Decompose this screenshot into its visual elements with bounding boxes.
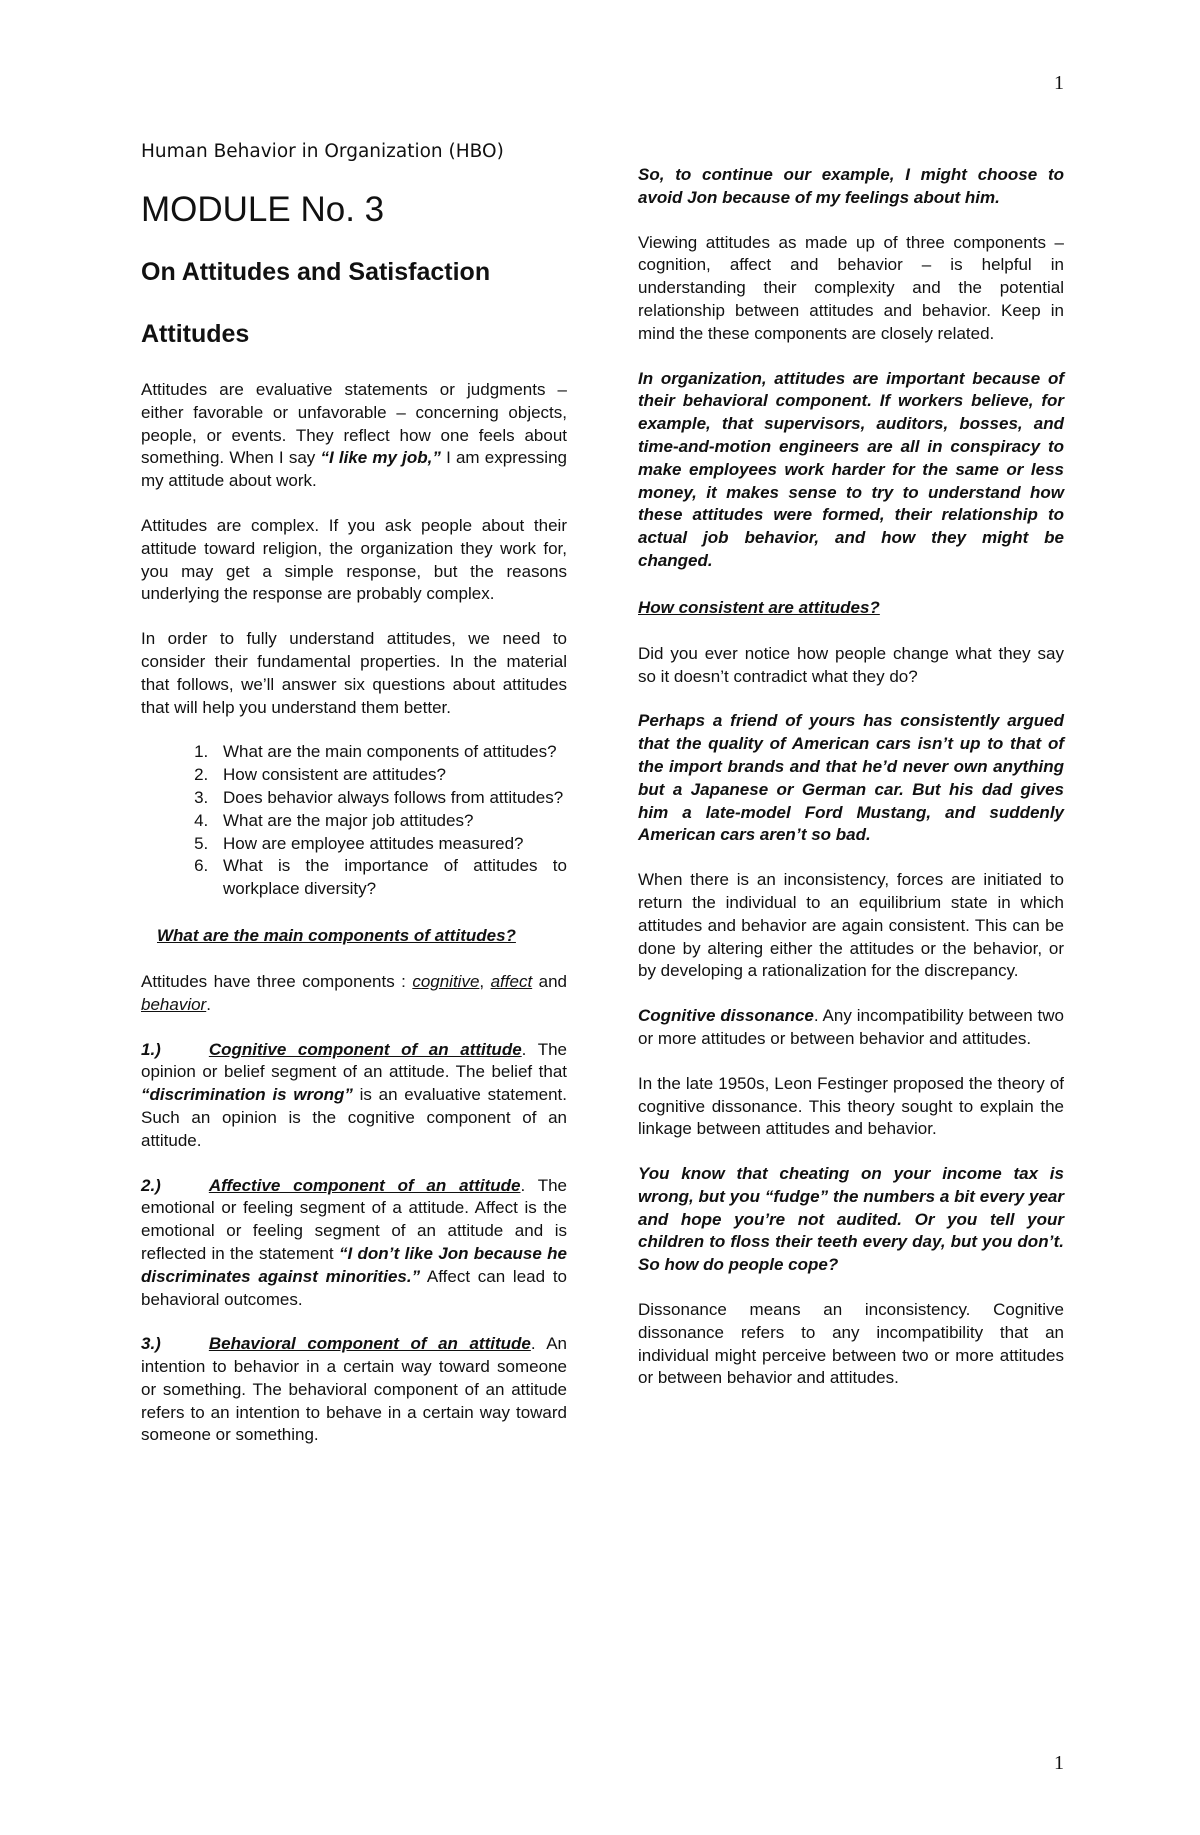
list-item: 6. What is the importance of attitudes to workplace diversity?: [213, 855, 567, 901]
list-item: 1. What are the main components of attitudes?: [213, 741, 567, 764]
page-number-bottom: 1: [1054, 1752, 1064, 1774]
paragraph-inconsistency: When there is an inconsistency, forces are initiated to return the individual to an equilibrium state in which attitudes and behavior are again consistent. This can be done by altering either the attitudes or the behavior, or by developing a rationalization for the discrepancy.: [638, 870, 1064, 981]
paragraph-properties: In order to fully understand attitudes, we need to consider their fundamental properties. In the material that follows, we’ll answer six questions about attitudes that will help you understand them better.: [141, 629, 567, 717]
paragraph-cognitive-dissonance-def: Cognitive dissonance. Any incompatibility between two or more attitudes or between behavior and attitudes.: [638, 1006, 1065, 1048]
paragraph-behavioral-component: 3.) Behavioral component of an attitude. An intention to behavior in a certain way toward someone or something. The behavioral component of an attitude refers to an intention to behave in a certain way toward someone or something.: [141, 1334, 567, 1445]
quote-like-my-job: “I like my job,”: [320, 448, 441, 468]
list-item: 5. How are employee attitudes measured?: [213, 833, 567, 856]
question-heading-consistency: How consistent are attitudes?: [638, 597, 880, 617]
paragraph-change-say: Did you ever notice how people change what they say so it doesn’t contradict what they do?: [638, 643, 1064, 686]
paragraph-cognitive-component: 1.) Cognitive component of an attitude. The opinion or belief segment of an attitude. The belief that “discrimination is wrong” is an evaluative statement. Such an opinion is the cognitive component of an attitude.: [141, 1039, 568, 1150]
heading-cognitive-component: Cognitive component of an attitude: [208, 1039, 522, 1059]
heading-behavioral-component: Behavioral component of an attitude: [208, 1334, 531, 1354]
document-title: On Attitudes and Satisfaction: [141, 258, 491, 286]
heading-affective-component: Affective component of an attitude: [208, 1175, 521, 1195]
term-cognitive: cognitive: [412, 971, 480, 991]
term-cognitive-dissonance: Cognitive dissonance: [638, 1006, 814, 1026]
paragraph-american-cars: Perhaps a friend of yours has consistently argued that the quality of American cars isn’t up to that of the import brands and that he’d never own anything but a Japanese or German car. But his dad gives him a late-model Ford Mustang, and suddenly American cars aren’t so bad.: [638, 711, 1064, 845]
list-item: 4. What are the major job attitudes?: [213, 810, 567, 833]
module-heading: MODULE No. 3: [141, 190, 385, 229]
paragraph-income-tax: You know that cheating on your income tax is wrong, but you “fudge” the numbers a bit every year and hope you’re not audited. Or you tell your children to floss their teeth every day, but you don’t. So how do people cope?: [638, 1164, 1064, 1275]
paragraph-complex: Attitudes are complex. If you ask people about their attitude toward religion, the organization they work for, you may get a simple response, but the reasons underlying the response are probably complex.: [141, 515, 567, 604]
paragraph-affective-component: 2.) Affective component of an attitude. The emotional or feeling segment of a attitude. Affect is the emotional or feeling segment of an attitude and is reflected in the statement “I don’t like Jon because he discriminates against minorities.” Affect can lead to behavioral outcomes.: [141, 1175, 568, 1309]
paragraph-festinger: In the late 1950s, Leon Festinger proposed the theory of cognitive dissonance. This theory sought to explain the linkage between attitudes and behavior.: [638, 1073, 1064, 1139]
paragraph-example-jon: So, to continue our example, I might choose to avoid Jon because of my feelings about him.: [638, 165, 1064, 207]
section-heading-attitudes: Attitudes: [141, 320, 250, 348]
paragraph-dissonance-meaning: Dissonance means an inconsistency. Cognitive dissonance refers to any incompatibility that an individual might perceive between two or more attitudes or between behavior and attitudes.: [638, 1300, 1064, 1388]
left-column: [141, 140, 567, 1469]
term-affect: affect: [490, 971, 533, 991]
list-item: 3. Does behavior always follows from attitudes?: [213, 787, 567, 810]
paragraph-three-components: Viewing attitudes as made up of three components –cognition, affect and behavior – is helpful in understanding their complexity and the potential relationship between attitudes and behavior. Keep in mind the these components are closely related.: [638, 232, 1064, 343]
paragraph-organization-attitudes: In organization, attitudes are important because of their behavioral component. If workers believe, for example, that supervisors, auditors, bosses, and time-and-motion engineers are all in conspiracy to make employees work harder for the same or less money, it makes sense to try to understand how these attitudes were formed, their relationship to actual job behavior, and how they might be changed.: [638, 368, 1064, 570]
question-heading-components: What are the main components of attitudes?: [157, 925, 516, 945]
page-number-top: 1: [1054, 72, 1064, 94]
course-title: Human Behavior in Organization (HBO): [141, 141, 504, 162]
right-column: [638, 164, 1064, 1412]
paragraph-components-intro: Attitudes have three components : cognitive, affect and behavior.: [141, 971, 567, 1014]
term-behavior: behavior: [141, 994, 207, 1014]
paragraph-definition: Attitudes are evaluative statements or judgments – either favorable or unfavorable – concerning objects, people, or events. They reflect how one feels about something. When I say “I like my job,” I am expressing my attitude about work.: [141, 380, 567, 491]
questions-list: [141, 741, 567, 901]
list-item: 2. How consistent are attitudes?: [213, 764, 567, 787]
